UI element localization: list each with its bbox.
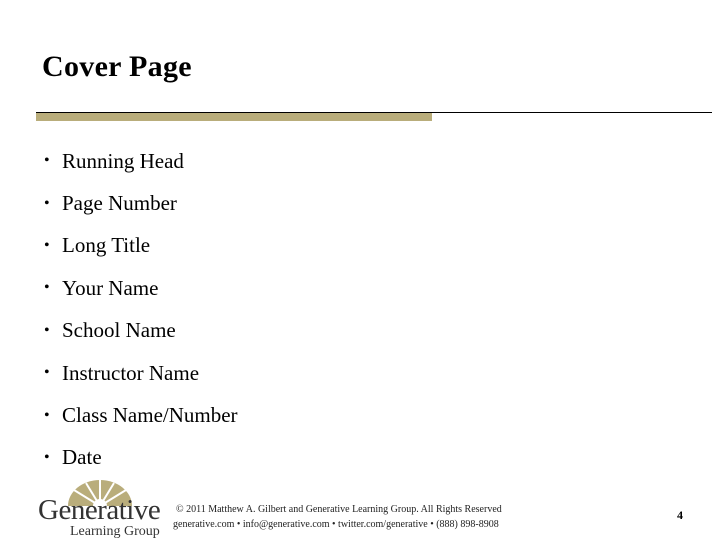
- generative-logo: [38, 478, 163, 540]
- title-accent-bar: [36, 113, 432, 121]
- logo-wordmark: Generative: [38, 494, 161, 526]
- footer-text: [173, 502, 502, 532]
- bullet-icon: •: [44, 194, 50, 212]
- bullet-icon: •: [44, 321, 50, 339]
- bullet-item: • Your Name: [44, 275, 159, 300]
- contact-text: generative.com • info@generative.com • twitter.com/generative • (888) 898-8908: [173, 519, 499, 530]
- bullet-icon: •: [44, 279, 50, 297]
- bullet-list: [44, 140, 238, 479]
- page-number: 4: [677, 508, 683, 522]
- bullet-item: • School Name: [44, 318, 176, 343]
- bullet-item: • Page Number: [44, 191, 177, 216]
- bullet-item: • Date: [44, 445, 102, 470]
- logo-subtitle: Learning Group: [70, 524, 160, 539]
- bullet-icon: •: [44, 364, 50, 382]
- bullet-item: • Running Head: [44, 148, 184, 173]
- bullet-icon: •: [44, 448, 50, 466]
- bullet-item: • Class Name/Number: [44, 403, 238, 428]
- bullet-icon: •: [44, 406, 50, 424]
- bullet-item: • Long Title: [44, 233, 151, 258]
- slide-title: Cover Page: [42, 50, 192, 83]
- bullet-item: • Instructor Name: [44, 360, 200, 385]
- bullet-icon: •: [44, 152, 50, 170]
- copyright-text: © 2011 Matthew A. Gilbert and Generative Learning Group. All Rights Reserved: [176, 504, 502, 515]
- bullet-icon: •: [44, 236, 50, 254]
